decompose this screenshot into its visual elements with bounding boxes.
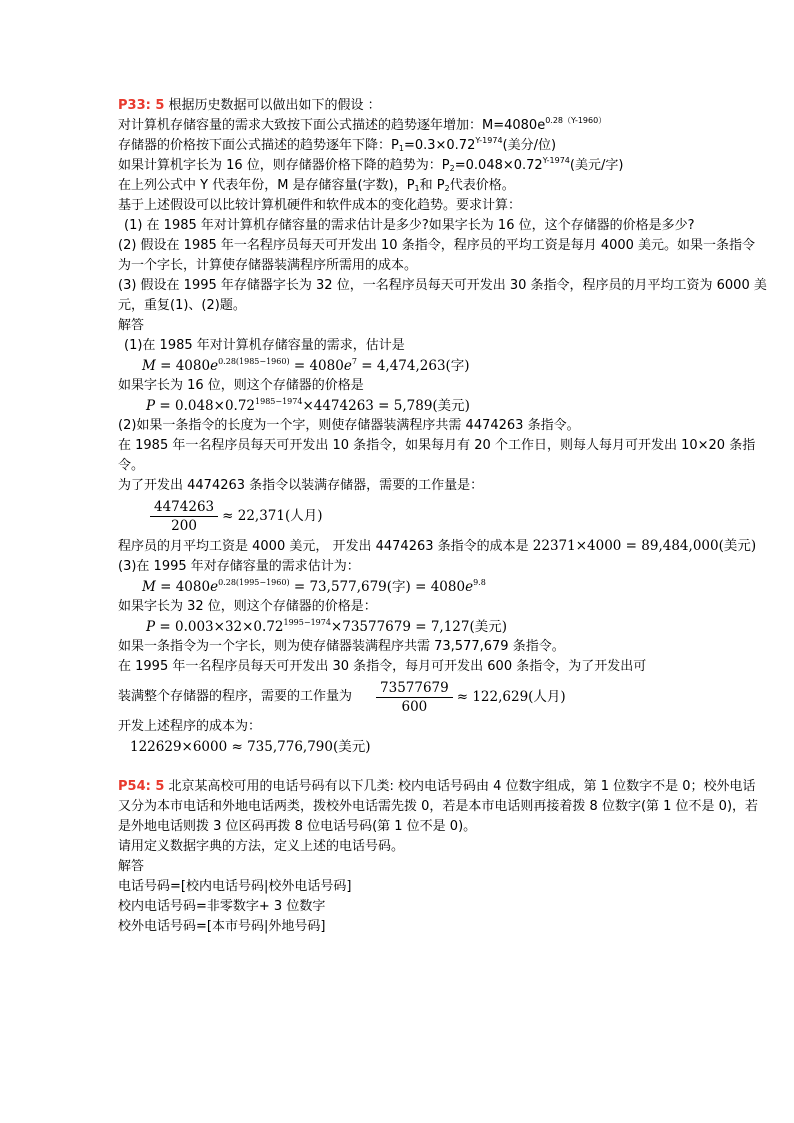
formula-part: = 4080 [155,358,211,374]
dictionary-entry-3: 校外电话号码=[本市号码|外地号码] [118,919,326,934]
formula-exponent: 1985−1974 [255,397,303,406]
fraction [376,679,453,716]
p33-question-3: (3) 假设在 1995 年存储器字长为 32 位，一名程序员每天可开发出 30 条指令，程序员的月平均工资为 6000 美元，重复(1)、(2)题。 [118,278,767,313]
wordprice-formula-subscript: 2 [449,164,455,173]
dictionary-entry-2: 校内电话号码=非零数字+ 3 位数字 [118,899,326,914]
p33-intro-line [118,96,768,116]
formula-variable: M [142,579,156,595]
price-formula-unit: (美分/位) [502,138,557,153]
formula-result: ×73577679 = 7,127(美元) [330,619,508,635]
formula-p-1985 [118,396,768,416]
answer-3-text: (2)如果一条指令的长度为一个字，则使存储器装满程序共需 4474263 条指令。 [118,418,580,433]
document-page [118,96,768,937]
formula-workload-1985 [118,496,768,536]
wordprice-formula-unit: (美元/字) [569,158,624,173]
wordprice-formula-body: =0.048×0.72 [454,158,543,173]
formula-variable: M [142,358,156,374]
capacity-formula-text: 对计算机存储容量的需求大致按下面公式描述的趋势逐年增加：M=4080e [118,118,546,133]
p33-line-4 [118,176,768,196]
fraction-denominator: 200 [171,517,197,534]
price-formula-body: =0.3×0.72 [403,138,476,153]
formula-result: = 4,474,263(字) [356,358,470,374]
formula-e: e [210,579,219,595]
formula-e: e [343,358,352,374]
p33-line-1 [118,116,768,136]
formula-m-1995 [118,577,768,597]
dictionary-entry-1: 电话号码=[校内电话号码|校外电话号码] [118,879,352,894]
answer-10-text: 在 1995 年一名程序员每天可开发出 30 条指令，每月可开发出 600 条指令，为了开发出可 [118,659,647,674]
answer-11-line [118,677,768,717]
p54-answer-heading: 解答 [118,859,145,874]
formula-exponent: 0.28(1985−1960) [218,357,290,366]
answer-9-text: 如果一条指令为一个字长，则为使存储器装满程序共需 73,577,679 条指令。 [118,639,565,654]
price-formula-subscript: 1 [398,144,404,153]
formula-m-1985 [118,356,768,376]
p54-reference: P54: 5 [118,779,165,794]
p33-reference: P33: 5 [118,98,165,113]
formula-part: = 4080 [289,358,344,374]
fraction-denominator: 600 [401,698,428,715]
p54-question-2: 请用定义数据字典的方法，定义上述的电话号码。 [118,839,405,854]
answer-2-text: 如果字长为 16 位，则这个存储器的价格是 [118,378,364,393]
p54-question [118,777,768,837]
answer-7-text: (3)在 1995 年对存储容量的需求估计为： [118,559,360,574]
answer-4-text: 在 1985 年一名程序员每天可开发出 10 条指令，如果每月有 20 个工作日，则每人每月可开发出 10×20 条指令。 [118,438,756,473]
formula-exponent: 7 [351,357,357,366]
fraction [150,498,218,535]
cost-formula-1985: 22371×4000 = 89,484,000(美元) [532,538,757,554]
formula-result: ≈ 22,371(人月) [222,508,323,524]
p33-intro: 根据历史数据可以做出如下的假设 ： [164,98,381,113]
formula-exponent: 0.28(1995−1960) [218,578,290,587]
formula-e: e [210,358,219,374]
p33-question-2: (2) 假设在 1985 年一名程序员每天可开发出 10 条指令，程序员的平均工资是每月 4000 美元。如果一条指令为一个字长，计算使存储器装满程序所需用的成本。 [118,238,756,273]
formula-result: ×4474263 = 5,789(美元) [302,398,470,414]
answer-6-lead: 程序员的月平均工资是 4000 美元， 开发出 4474263 条指令的成本是 [118,539,533,554]
formula-part: = 73,577,679(字) = 4080 [289,579,466,595]
p33-line-3 [118,156,768,176]
formula-p-1995 [118,617,768,637]
answer-6-text [118,536,768,557]
formula-part: = 0.048×0.72 [155,398,256,414]
formula-exponent: 1995−1974 [283,618,331,627]
formula-variable: P [146,398,156,414]
formula-cost-1995: 122629×6000 ≈ 735,776,790(美元) [130,739,371,755]
answer-1-text: (1)在 1985 年对计算机存储容量的需求，估计是 [124,338,405,353]
formula-e: e [465,579,474,595]
formula-variable: P [146,619,156,635]
section-gap [118,757,768,777]
answer-12-text: 开发上述程序的成本为： [118,719,262,734]
formula-part: = 4080 [155,579,211,595]
fraction-numerator: 73577679 [376,679,453,698]
legend-text-b: 和 P [419,178,445,193]
formula-result: ≈ 122,629(人月) [456,689,566,705]
p33-line-5: 基于上述假设可以比较计算机硬件和软件成本的变化趋势。要求计算： [118,198,522,213]
fraction-numerator: 4474263 [150,498,218,517]
p33-line-2 [118,136,768,156]
legend-text-c: 代表价格。 [449,178,515,193]
p33-answer-heading: 解答 [118,318,145,333]
formula-part: = 0.003×32×0.72 [155,619,284,635]
legend-subscript-1: 1 [414,184,420,193]
answer-11-text: 装满整个存储器的程序，需要的工作量为 [118,689,353,704]
answer-8-text: 如果字长为 32 位，则这个存储器的价格是： [118,599,377,614]
price-formula-text: 存储器的价格按下面公式描述的趋势逐年下降：P [118,138,399,153]
p33-question-1: (1) 在 1985 年对计算机存储容量的需求估计是多少?如果字长为 16 位，这个存储器的价格是多少? [124,218,695,233]
wordprice-formula-exponent: Y-1974 [542,156,570,165]
legend-text-a: 在上列公式中 Y 代表年份，M 是存储容量(字数)，P [118,178,415,193]
capacity-formula-exponent: 0.28（Y-1960） [545,116,607,125]
answer-5-text: 为了开发出 4474263 条指令以装满存储器，需要的工作量是： [118,478,484,493]
legend-subscript-2: 2 [444,184,450,193]
formula-exponent: 9.8 [473,578,486,587]
price-formula-exponent: Y-1974 [475,136,503,145]
formula-workload-1995 [372,679,566,716]
wordprice-formula-text: 如果计算机字长为 16 位，则存储器价格下降的趋势为：P [118,158,450,173]
p54-question-text: 北京某高校可用的电话号码有以下几类: 校内电话号码由 4 位数字组成，第 1 位数字不是 0；校外电话又分为本市电话和外地电话两类，拨校外电话需先拨 0，若是本市电话则再接着拨 8 位数字(第 1 位不是 0)，若是外地电话则拨 3 位区码再拨 8 位电话号码(第 1 位不是 0)。 [118,779,759,834]
